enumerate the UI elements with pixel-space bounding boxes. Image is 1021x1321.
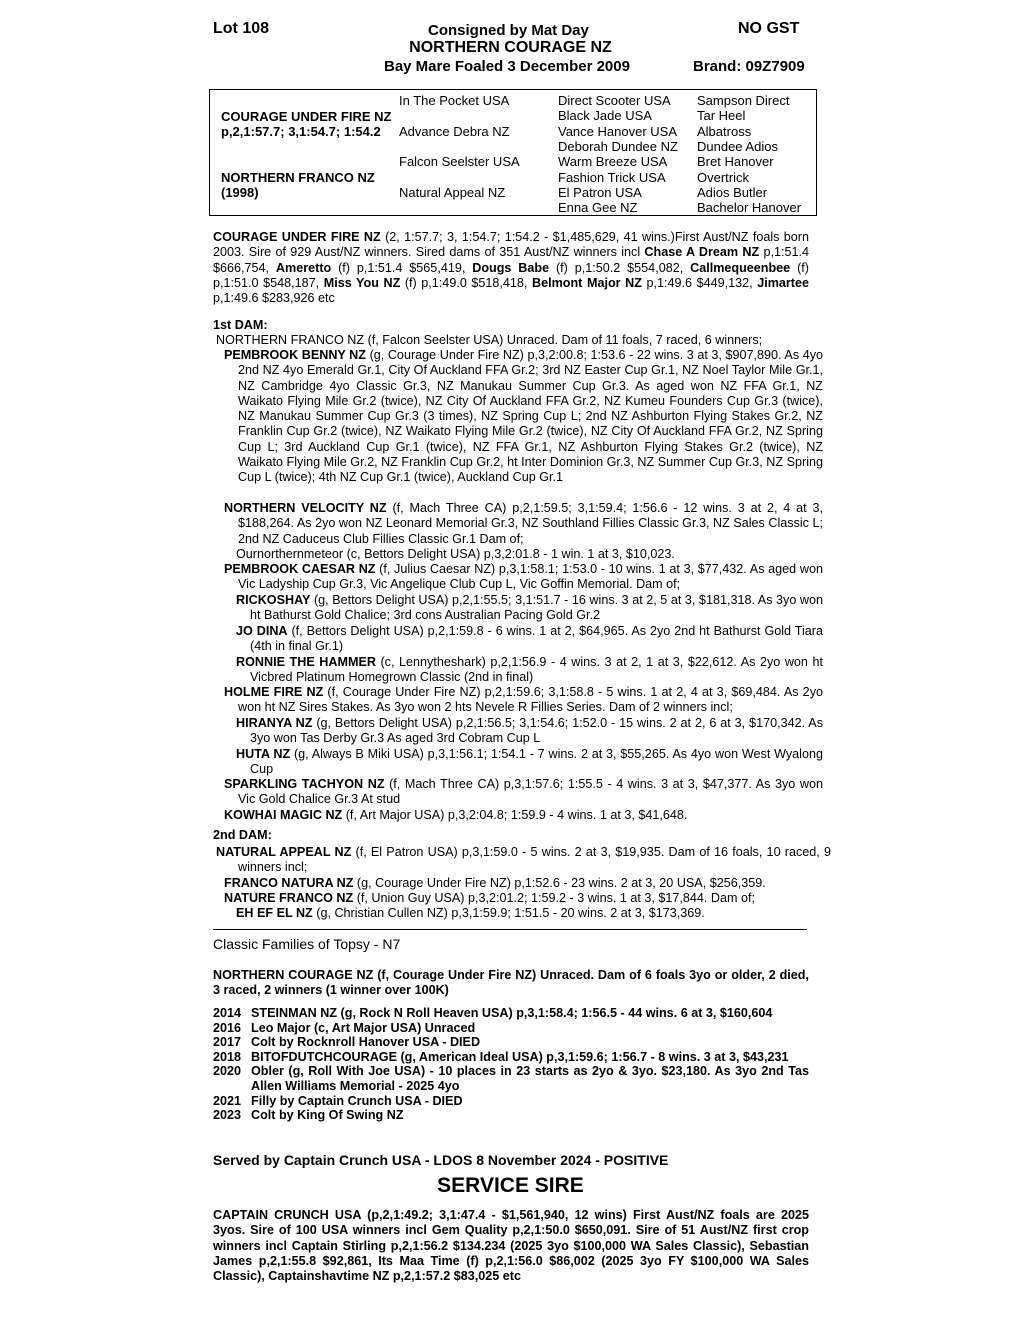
- grand-progeny-entry: HUTA NZ (g, Always B Miki USA) p,3,1:56.1; 1:54.1 - 7 wins. 2 at 3, $55,265. As 4yo won West Wyalong Cup: [236, 747, 823, 777]
- progeny-entry: PEMBROOK BENNY NZ (g, Courage Under Fire NZ) p,3,2:00.8; 1:53.6 - 22 wins. 3 at 3, $907,890. As 4yo 2nd NZ 4yo Emerald Gr.1, City Of Auckland FFA Gr.2; 3rd NZ Easter Cup Gr.1, NZ Noel Taylor Mile Gr.1, NZ Cambridge 4yo Classic Gr.3, NZ Manukau Summer Cup Gr.3. As aged won NZ FFA Gr.1, NZ Waikato Flying Mile Gr.2 (twice), NZ City Of Auckland FFA Gr.2, NZ Kumeu Founders Cup Gr.3 (twice), NZ Manukau Summer Cup Gr.3 (3 times), NZ Spring Cup L; 2nd NZ Ashburton Flying Stakes Gr.2, NZ Franklin Cup Gr.2 (twice), NZ Waikato Flying Mile Gr.2 (twice), NZ City Of Auckland FFA Gr.2, NZ Spring Cup L; 3rd Auckland Cup Gr.1 (twice), NZ FFA Gr.1, NZ Ashburton Flying Stakes Gr.2 (twice), NZ Waikato Flying Mile Gr.2, NZ Franklin Cup Gr.2, ht Inter Dominion Gr.3, NZ Summer Cup Gr.3, NZ Spring Cup L (twice); 4th NZ Cup Gr.1 (twice), Auckland Cup Gr.1: [224, 348, 824, 485]
- sire-name: COURAGE UNDER FIRE NZ: [213, 230, 381, 244]
- grand-progeny-entry: HIRANYA NZ (g, Bettors Delight USA) p,2,1:56.5; 3,1:54.6; 1:52.0 - 15 wins. 2 at 2, 6 at 3, $170,342. As 3yo won Tas Derby Gr.3 As aged 3rd Cobram Cup L: [236, 716, 823, 746]
- gst-status: NO GST: [738, 20, 800, 37]
- pedigree-sire-record: p,2,1:57.7; 3,1:54.7; 1:54.2: [221, 124, 381, 139]
- grand-progeny-entry: Ournorthernmeteor (c, Bettors Delight USA) p,3,2:01.8 - 1 win. 1 at 3, $10,023.: [236, 547, 675, 561]
- pedigree-gen3: Enna Gee NZ: [558, 200, 638, 215]
- progeny-entry: SPARKLING TACHYON NZ (f, Mach Three CA) p,3,1:57.6; 1:55.5 - 4 wins. 3 at 3, $47,377. As 3yo won Vic Gold Chalice Gr.3 At stud: [224, 777, 823, 807]
- produce-item: 2021 Filly by Captain Crunch USA - DIED: [213, 1093, 463, 1108]
- pedigree-gen3: Direct Scooter USA: [558, 93, 671, 108]
- progeny-entry: PEMBROOK CAESAR NZ (f, Julius Caesar NZ) p,3,1:58.1; 1:53.0 - 10 wins. 1 at 3, $77,432. As aged won Vic Ladyship Cup Gr.3, Vic Angelique Club Cup L, Vic Goffin Memorial. Dam of;: [224, 562, 823, 592]
- horse-name: NORTHERN COURAGE NZ: [409, 39, 612, 56]
- second-dam-heading: 2nd DAM:: [213, 828, 272, 842]
- section-divider: [213, 929, 807, 930]
- grand-progeny-entry: RICKOSHAY (g, Bettors Delight USA) p,2,1:55.5; 3,1:51.7 - 16 wins. 3 at 2, 5 at 3, $181,318. As 3yo won ht Bathurst Gold Chalice; 3rd cons Australian Pacing Gold Gr.2: [236, 593, 823, 623]
- progeny-entry: NORTHERN VELOCITY NZ (f, Mach Three CA) p,2,1:59.5; 3,1:59.4; 1:56.6 - 12 wins. 3 at 2, 4 at 3, $188,264. As 2yo won NZ Leonard Memorial Gr.3, NZ Southland Fillies Classic Gr.3, NZ Sales Classic L; 2nd NZ Caduceus Club Fillies Classic Gr.1 Dam of;: [224, 501, 824, 546]
- service-sire-text: CAPTAIN CRUNCH USA (p,2,1:49.2; 3,1:47.4 - $1,561,940, 12 wins) First Aust/NZ foals are 2025 3yos. Sire of 100 USA winners incl Gem Quality p,2,1:50.0 $650,091. Sire of 51 Aust/NZ first crop winners incl Captain Stirling p,2,1:56.2 $134.234 (2025 3yo $100,000 WA Sales Classic), Sebastian James p,2,1:55.8 $92,861, Its Maa Time (f) p,2,1:56.0 $86,002 (2025 3yo FY $100,000 WA Sales Classic), Captainshavtime NZ p,2,1:57.2 $83,025 etc: [213, 1208, 809, 1284]
- grand-progeny-entry: JO DINA (f, Bettors Delight USA) p,2,1:59.8 - 6 wins. 1 at 2, $64,965. As 2yo 2nd ht Bathurst Gold Tiara (4th in final Gr.1): [236, 624, 823, 654]
- produce-intro: NORTHERN COURAGE NZ (f, Courage Under Fire NZ) Unraced. Dam of 6 foals 3yo or older, 2 died, 3 raced, 2 winners (1 winner over 100K): [213, 968, 809, 998]
- produce-list: [213, 1006, 809, 1123]
- produce-item: 2023 Colt by King Of Swing NZ: [213, 1108, 404, 1123]
- pedigree-gen3: Fashion Trick USA: [558, 170, 666, 185]
- family-line: Classic Families of Topsy - N7: [213, 936, 401, 952]
- produce-item: 2017 Colt by Rocknroll Hanover USA - DIED: [213, 1035, 481, 1050]
- produce-item: 2014 STEINMAN NZ (g, Rock N Roll Heaven USA) p,3,1:58.4; 1:56.5 - 44 wins. 6 at 3, $160,604: [213, 1006, 773, 1020]
- horse-description: Bay Mare Foaled 3 December 2009: [384, 58, 630, 75]
- pedigree-gen4: Albatross: [697, 124, 752, 139]
- pedigree-gen2: In The Pocket USA: [399, 93, 510, 108]
- pedigree-gen2: Advance Debra NZ: [399, 124, 510, 139]
- pedigree-gen4: Tar Heel: [697, 108, 746, 123]
- progeny-entry: NATURE FRANCO NZ (f, Union Guy USA) p,3,2:01.2; 1:59.2 - 3 wins. 1 at 3, $17,844. Dam of;: [224, 891, 756, 905]
- grand-progeny-entry: EH EF EL NZ (g, Christian Cullen NZ) p,3,1:59.9; 1:51.5 - 20 wins. 2 at 3, $173,369.: [236, 906, 705, 920]
- pedigree-gen4: Sampson Direct: [697, 93, 790, 108]
- produce-item: 2016 Leo Major (c, Art Major USA) Unraced: [213, 1020, 476, 1035]
- pedigree-gen4: Bret Hanover: [697, 154, 774, 169]
- consignor: Consigned by Mat Day: [428, 22, 589, 39]
- pedigree-dam-year: (1998): [221, 185, 259, 200]
- brand: Brand: 09Z7909: [693, 58, 805, 75]
- service-sire-title: SERVICE SIRE: [437, 1174, 584, 1197]
- pedigree-gen4: Overtrick: [697, 170, 749, 185]
- produce-item: 2020 Obler (g, Roll With Joe USA) - 10 places in 23 starts as 2yo & 3yo. $23,180. As 3yo 2nd Tas Allen Williams Memorial - 2025 4yo: [213, 1064, 809, 1093]
- pedigree-gen4: Adios Butler: [697, 185, 768, 200]
- second-dam-intro: NATURAL APPEAL NZ (f, El Patron USA) p,3,1:59.0 - 5 wins. 2 at 3, $19,935. Dam of 16 foals, 10 raced, 9 winners incl;: [216, 845, 831, 875]
- pedigree-gen3: Black Jade USA: [558, 108, 652, 123]
- pedigree-gen2: Natural Appeal NZ: [399, 185, 506, 200]
- lot-number: Lot 108: [213, 20, 270, 37]
- served-by: Served by Captain Crunch USA - LDOS 8 November 2024 - POSITIVE: [213, 1152, 669, 1168]
- progeny-entry: HOLME FIRE NZ (f, Courage Under Fire NZ) p,2,1:59.6; 3,1:58.8 - 5 wins. 1 at 2, 4 at 3, $69,484. As 2yo won ht NZ Sires Stakes. As 3yo won 2 hts Nevele R Fillies Series. Dam of 2 winners incl;: [224, 685, 823, 715]
- first-dam-heading: 1st DAM:: [213, 318, 268, 332]
- pedigree-gen2: Falcon Seelster USA: [399, 154, 520, 169]
- pedigree-gen3: El Patron USA: [558, 185, 642, 200]
- sire-paragraph: COURAGE UNDER FIRE NZ (2, 1:57.7; 3, 1:54.7; 1:54.2 - $1,485,629, 41 wins.)First Aust/NZ foals born 2003. Sire of 929 Aust/NZ winners. Sired dams of 351 Aust/NZ winners incl Chase A Dream NZ p,1:51.4 $666,754, Ameretto (f) p,1:51.4 $565,419, Dougs Babe (f) p,1:50.2 $554,082, Callmequeenbee (f) p,1:51.0 $548,187, Miss You NZ (f) p,1:49.0 $518,418, Belmont Major NZ p,1:49.6 $449,132, Jimartee p,1:49.6 $283,926 etc: [213, 230, 809, 306]
- produce-item: 2018 BITOFDUTCHCOURAGE (g, American Ideal USA) p,3,1:59.6; 1:56.7 - 8 wins. 3 at 3, $43,231: [213, 1049, 789, 1064]
- pedigree-table: [209, 89, 817, 216]
- pedigree-gen3: Deborah Dundee NZ: [558, 139, 678, 154]
- pedigree-gen3: Vance Hanover USA: [558, 124, 677, 139]
- pedigree-gen4: Dundee Adios: [697, 139, 778, 154]
- progeny-entry: FRANCO NATURA NZ (g, Courage Under Fire NZ) p,1:52.6 - 23 wins. 2 at 3, 20 USA, $256,359.: [224, 876, 766, 890]
- pedigree-sire: COURAGE UNDER FIRE NZ: [221, 109, 392, 124]
- first-dam-intro: NORTHERN FRANCO NZ (f, Falcon Seelster USA) Unraced. Dam of 11 foals, 7 raced, 6 winners;: [216, 333, 763, 347]
- pedigree-gen3: Warm Breeze USA: [558, 154, 668, 169]
- grand-progeny-entry: RONNIE THE HAMMER (c, Lennytheshark) p,2,1:56.9 - 4 wins. 3 at 2, 1 at 3, $22,612. As 2yo won ht Vicbred Platinum Homegrown Classic (2nd in final): [236, 655, 823, 685]
- progeny-entry: KOWHAI MAGIC NZ (f, Art Major USA) p,3,2:04.8; 1:59.9 - 4 wins. 1 at 3, $41,648.: [224, 808, 688, 822]
- pedigree-dam: NORTHERN FRANCO NZ: [221, 170, 375, 185]
- pedigree-gen4: Bachelor Hanover: [697, 200, 802, 215]
